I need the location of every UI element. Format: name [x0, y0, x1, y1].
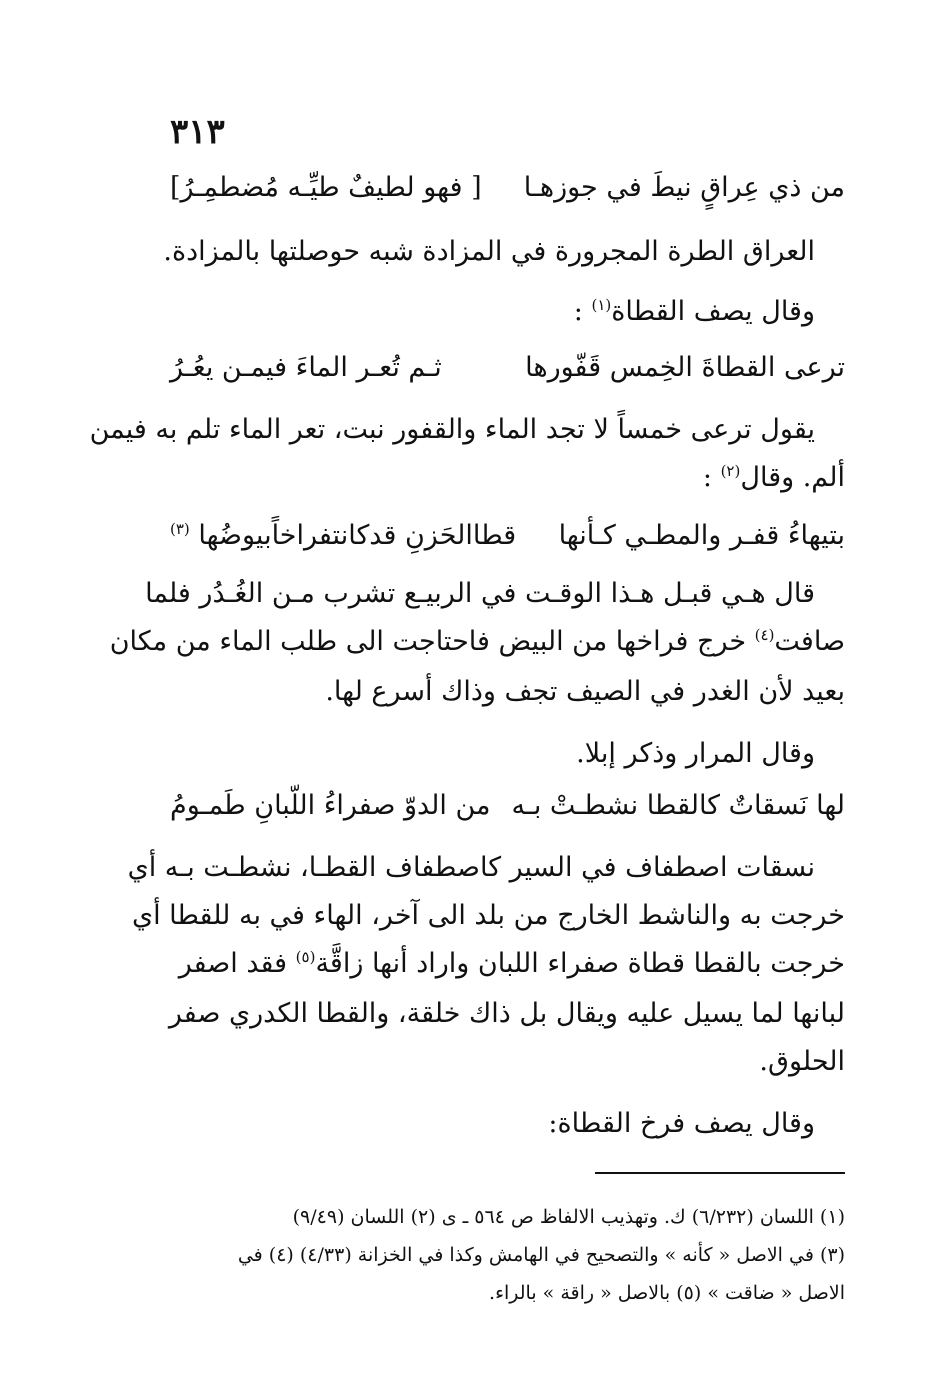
commentary-line: خرجت به والناشط الخارج من بلد الى آخر، الهاء في به للقطا أي: [131, 900, 845, 931]
commentary-line: نسقات اصطفاف في السير كاصطفاف القطـا، نشطـت بـه أي: [127, 852, 815, 883]
page-number: ٣١٣: [170, 112, 225, 152]
commentary-line: العراق الطرة المجرورة في المزادة شبه حوصلتها بالمزادة.: [163, 236, 815, 267]
footnote-divider: [595, 1172, 845, 1174]
verse-hemistich-first: لها نَسقاتٌ كالقطا نشطـتْ بـه: [511, 790, 845, 821]
footnote-marker: (٣): [170, 520, 190, 538]
commentary-line: بعيد لأن الغدر في الصيف تجف وذاك أسرع لها.: [325, 676, 845, 707]
verse-hemistich-first: ترعى القطاةَ الخِمس قَفّورها: [525, 352, 845, 383]
verse-intro: وقال المرار وذكر إبلا.: [576, 738, 815, 769]
footnote-marker: (٢): [720, 462, 741, 480]
verse-hemistich-first: بتيهاءُ قفـر والمطـي كـأنها: [558, 520, 845, 551]
verse-hemistich-second: ثـم تُعـر الماءَ فيمـن يعُـرُ: [170, 352, 442, 383]
verse-hemistich-second: من الدوّ صفراءُ اللّبانِ طَمـومُ: [170, 790, 491, 821]
commentary-line: قال هـي قبـل هـذا الوقـت في الربيـع تشرب مـن الغُـدُر فلما: [145, 578, 815, 609]
footnote-line: الاصل « ضاقت » (٥) بالاصل « راقة » بالراء.: [489, 1282, 845, 1304]
commentary-line: لبانها لما يسيل عليه ويقال بل ذاك خلقة، والقطا الكدري صفر: [168, 998, 845, 1029]
footnote-marker: (٤): [754, 626, 775, 644]
commentary-line: يقول ترعى خمساً لا تجد الماء والقفور نبت، تعر الماء تلم به فيمن: [89, 414, 815, 445]
commentary-line: ألم. وقال$^{(٢)}$ :: [702, 462, 845, 493]
footnote-line: (٣) في الاصل « كأنه » والتصحيح في الهامش وكذا في الخزانة (٤/٣٣) (٤) في: [237, 1244, 845, 1266]
commentary-line: خرجت بالقطا قطاة صفراء اللبان واراد أنها زاقَّة$^{(٥)}$ فقد اصفر: [178, 948, 845, 979]
footnote-marker: (٥): [295, 948, 316, 966]
commentary-line: الحلوق.: [759, 1046, 845, 1077]
verse-hemistich-first: من ذي عِراقٍ نيطَ في جوزهـا: [523, 172, 845, 203]
footnote-line: (١) اللسان (٦/٢٣٢) ك. وتهذيب الالفاظ ص ٥٦٤ ـ ى (٢) اللسان (٩/٤٩): [292, 1206, 845, 1228]
footnote-marker: (١): [591, 296, 612, 314]
verse-hemistich-second: قطاالحَزنِ قدكانتفراخاًبيوضُها $^{(٣)}$: [170, 520, 517, 551]
verse-intro: وقال يصف فرخ القطاة:: [548, 1108, 815, 1139]
verse-intro: وقال يصف القطاة$^{(١)}$ :: [573, 296, 815, 327]
commentary-line: صافت$^{(٤)}$ خرج فراخها من البيض فاحتاجت الى طلب الماء من مكان: [109, 626, 845, 657]
verse-hemistich-second: [ فهو لطيفٌ طيِّـه مُضطمِـرُ]: [170, 172, 482, 203]
